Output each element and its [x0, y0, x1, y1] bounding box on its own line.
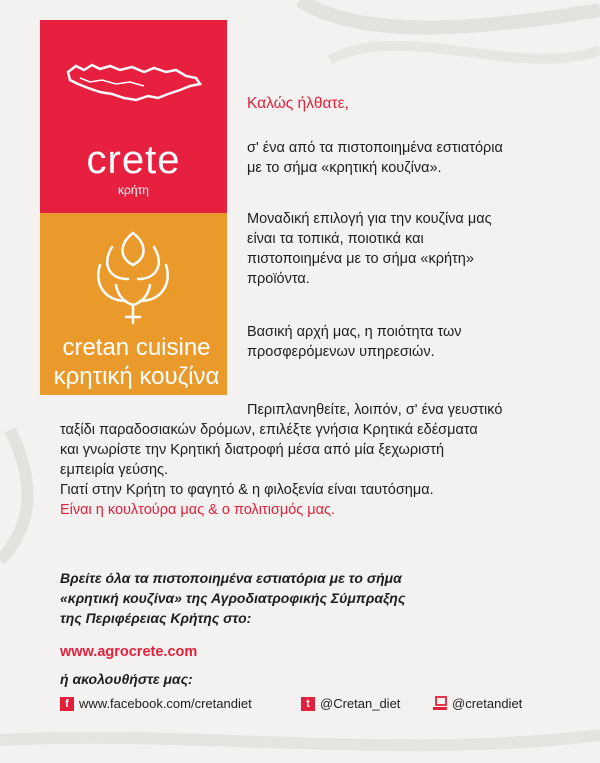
paragraph-4 — [60, 400, 580, 520]
crete-logo-word: crete — [86, 138, 181, 182]
twitter-handle: @Cretan_diet — [320, 696, 401, 711]
text-line: της Περιφέρειας Κρήτης στο: — [60, 610, 252, 626]
text-line: προσφερόμενων υπηρεσιών. — [247, 344, 435, 360]
youtube-icon — [433, 697, 447, 711]
paragraph-3 — [247, 322, 577, 362]
find-restaurants-text — [60, 568, 580, 628]
crete-island-icon — [40, 20, 227, 130]
text-line: «κρητική κουζίνα» της Αγροδιατροφικής Σύμπραξης — [60, 590, 406, 606]
cretan-cuisine-greek: κρητική κουζίνα — [53, 363, 220, 390]
text-line: σ' ένα από τα πιστοποιημένα εστιατόρια — [247, 140, 503, 156]
cretan-cuisine-logo-panel — [40, 213, 227, 395]
text-line: εμπειρία γεύσης. — [60, 462, 169, 478]
text-line: προϊόντα. — [247, 271, 310, 287]
artichoke-icon — [40, 213, 227, 331]
facebook-icon: f — [60, 697, 74, 711]
text-line: είναι τα τοπικά, ποιοτικά και — [247, 231, 424, 247]
facebook-link[interactable] — [60, 696, 252, 711]
paragraph-1 — [247, 138, 577, 178]
youtube-handle: @cretandiet — [452, 696, 523, 711]
text-line: Γιατί στην Κρήτη το φαγητό & η φιλοξενία είναι ταυτόσημα. — [60, 482, 434, 498]
website-link[interactable]: www.agrocrete.com — [60, 644, 198, 660]
crete-logo-greek: κρήτη — [118, 183, 149, 197]
youtube-link[interactable] — [433, 696, 522, 711]
text-line: Βρείτε όλα τα πιστοποιημένα εστιατόρια με το σήμα — [60, 570, 402, 586]
twitter-link[interactable] — [301, 696, 400, 711]
text-line: ταξίδι παραδοσιακών δρόμων, επιλέξτε γνήσια Κρητικά εδέσματα — [60, 422, 478, 438]
twitter-icon: t — [301, 697, 315, 711]
text-line: Βασική αρχή μας, η ποιότητα των — [247, 324, 462, 340]
text-line: πιστοποιημένα με το σήμα «κρήτη» — [247, 251, 474, 267]
crete-logo-panel — [40, 20, 227, 213]
text-line: Περιπλανηθείτε, λοιπόν, σ' ένα γευστικό — [247, 402, 503, 418]
text-line: και γνωρίστε την Κρητική διατροφή μέσα από μία ξεχωριστή — [60, 442, 445, 458]
follow-us-label: ή ακολουθήστε μας: — [60, 671, 193, 687]
culture-line: Είναι η κουλτούρα μας & ο πολιτισμός μας. — [60, 502, 336, 518]
text-line: Μοναδική επιλογή για την κουζίνα μας — [247, 211, 492, 227]
greeting: Καλώς ήλθατε, — [247, 95, 349, 112]
facebook-url: www.facebook.com/cretandiet — [79, 696, 252, 711]
text-line: με το σήμα «κρητική κουζίνα». — [247, 160, 442, 176]
paragraph-2 — [247, 209, 577, 289]
cretan-cuisine-word: cretan cuisine — [62, 334, 211, 361]
